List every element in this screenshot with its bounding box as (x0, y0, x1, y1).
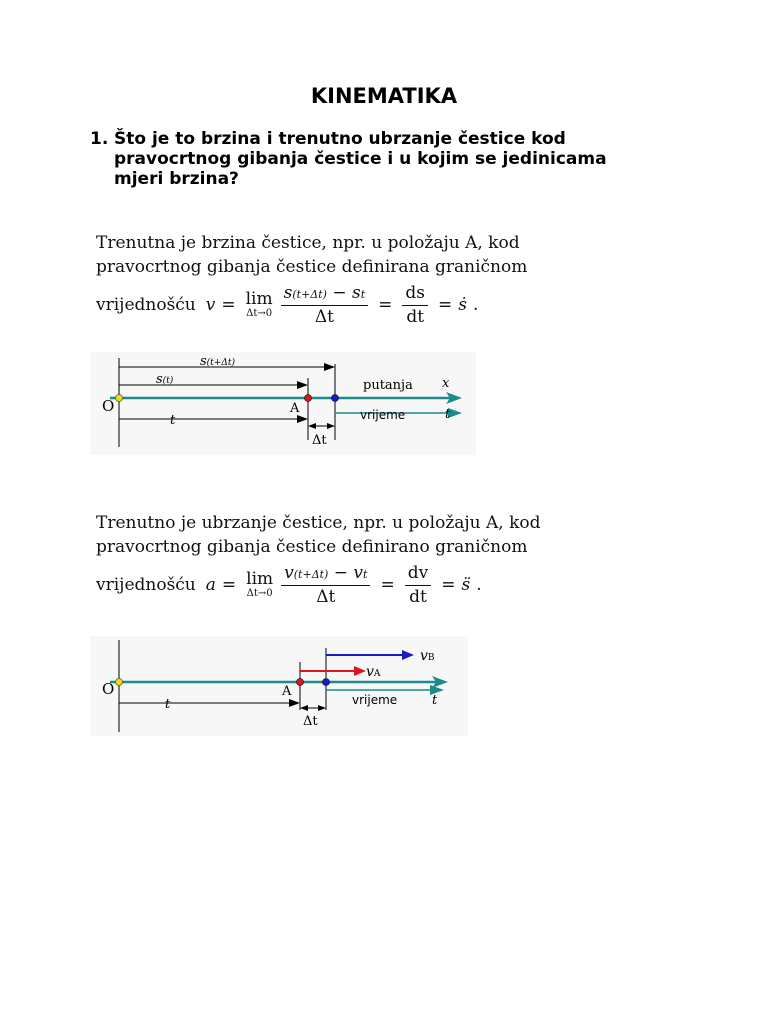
velocity-num-s2-sub: t (360, 288, 366, 301)
acceleration-dden: dt (409, 586, 427, 607)
acceleration-diagram (90, 636, 470, 738)
velocity-result: ṡ (458, 295, 468, 316)
acceleration-equals-2: = (380, 575, 395, 596)
acceleration-equals-3: = (441, 575, 456, 596)
acceleration-difference-fraction (281, 564, 370, 606)
acceleration-minus: − (333, 563, 349, 583)
velocity-line-1: Trenutna je brzina čestice, npr. u položaju A, kod (96, 233, 520, 253)
acceleration-lim-sub: Δt→0 (246, 588, 273, 600)
origin-label-2: O (102, 680, 115, 698)
point-b-dot-2 (323, 679, 330, 686)
point-b-dot (332, 395, 339, 402)
velocity-line-2: pravocrtnog gibanja čestice definirana graničnom (96, 257, 528, 277)
acceleration-derivative-fraction (405, 564, 432, 606)
velocity-period: . (473, 295, 479, 316)
velocity-minus: − (332, 283, 347, 303)
origin-dot (116, 395, 123, 402)
x-axis-label: x (442, 376, 450, 391)
acceleration-num-v2-sub: t (363, 568, 368, 581)
dt-label: Δt (312, 433, 327, 448)
s-t-dt-sub: (t+Δt) (206, 358, 235, 368)
velocity-dden: dt (406, 306, 425, 327)
acceleration-dnum: dv (405, 564, 432, 586)
velocity-lead: vrijednošću (96, 295, 196, 316)
s-t-sub: (t) (162, 376, 174, 386)
velocity-equals-3: = (438, 295, 453, 316)
velocity-dnum: ds (402, 284, 428, 306)
point-a-label-2: A (282, 684, 292, 699)
velocity-diagram (90, 352, 480, 457)
velocity-limit (246, 291, 273, 319)
acceleration-formula (96, 564, 482, 606)
acceleration-num-v1: v (284, 563, 294, 583)
velocity-derivative-fraction (402, 284, 428, 326)
velocity-num-s1: s (283, 283, 293, 303)
dt-label-2: Δt (303, 714, 318, 729)
acceleration-lead: vrijednošću (96, 575, 196, 596)
va-sub: A (373, 669, 381, 679)
acceleration-result: s̈ (461, 575, 471, 596)
velocity-lim-word: lim (245, 289, 273, 310)
t-axis-label-2: t (432, 693, 438, 708)
time-label: vrijeme (360, 408, 406, 422)
acceleration-line-1: Trenutno je ubrzanje čestice, npr. u položaju A, kod (96, 513, 541, 533)
acceleration-limit (246, 571, 273, 599)
point-a-label: A (290, 401, 300, 416)
s-t-main: s (156, 372, 163, 387)
velocity-formula (96, 284, 478, 326)
velocity-equals-1: = (221, 295, 236, 316)
question-1 (90, 129, 650, 189)
acceleration-period: . (476, 575, 482, 596)
velocity-definition (96, 231, 566, 279)
document-title: KINEMATIKA (310, 84, 458, 108)
point-a-dot (305, 395, 312, 402)
velocity-num-s2: s (352, 283, 361, 303)
va-main: v (366, 664, 374, 680)
vb-main: v (420, 648, 428, 664)
point-a-dot-2 (297, 679, 304, 686)
question-number: 1. (90, 129, 109, 149)
time-label-2: vrijeme (352, 693, 398, 707)
acceleration-definition (96, 511, 566, 559)
velocity-difference-fraction (281, 284, 369, 326)
acceleration-num-v2: v (353, 563, 364, 583)
t-axis-label: t (445, 407, 451, 422)
question-text: Što je to brzina i trenutno ubrzanje čestice kod pravocrtnog gibanja čestice i u kojim se jedinicama mjeri brzina? (114, 129, 607, 189)
t-label: t (170, 413, 176, 428)
acceleration-equals-1: = (221, 575, 237, 596)
velocity-num-s1-sub: (t+Δt) (292, 288, 327, 301)
diagram-2-background (90, 636, 468, 736)
velocity-equals-2: = (378, 295, 393, 316)
velocity-den: Δt (314, 306, 334, 327)
acceleration-symbol: a (205, 575, 216, 596)
t-label-2: t (165, 697, 171, 712)
vb-sub: B (427, 653, 435, 663)
origin-dot-2 (116, 679, 123, 686)
origin-label: O (102, 397, 115, 415)
velocity-symbol: v (205, 295, 216, 316)
s-t-dt-main: s (200, 354, 207, 369)
velocity-lim-sub: Δt→0 (246, 308, 273, 320)
acceleration-num-v1-sub: (t+Δt) (293, 568, 329, 581)
path-label: putanja (363, 378, 413, 393)
acceleration-lim-word: lim (246, 569, 274, 590)
acceleration-line-2: pravocrtnog gibanja čestice definirano graničnom (96, 537, 528, 557)
acceleration-den: Δt (316, 586, 336, 607)
